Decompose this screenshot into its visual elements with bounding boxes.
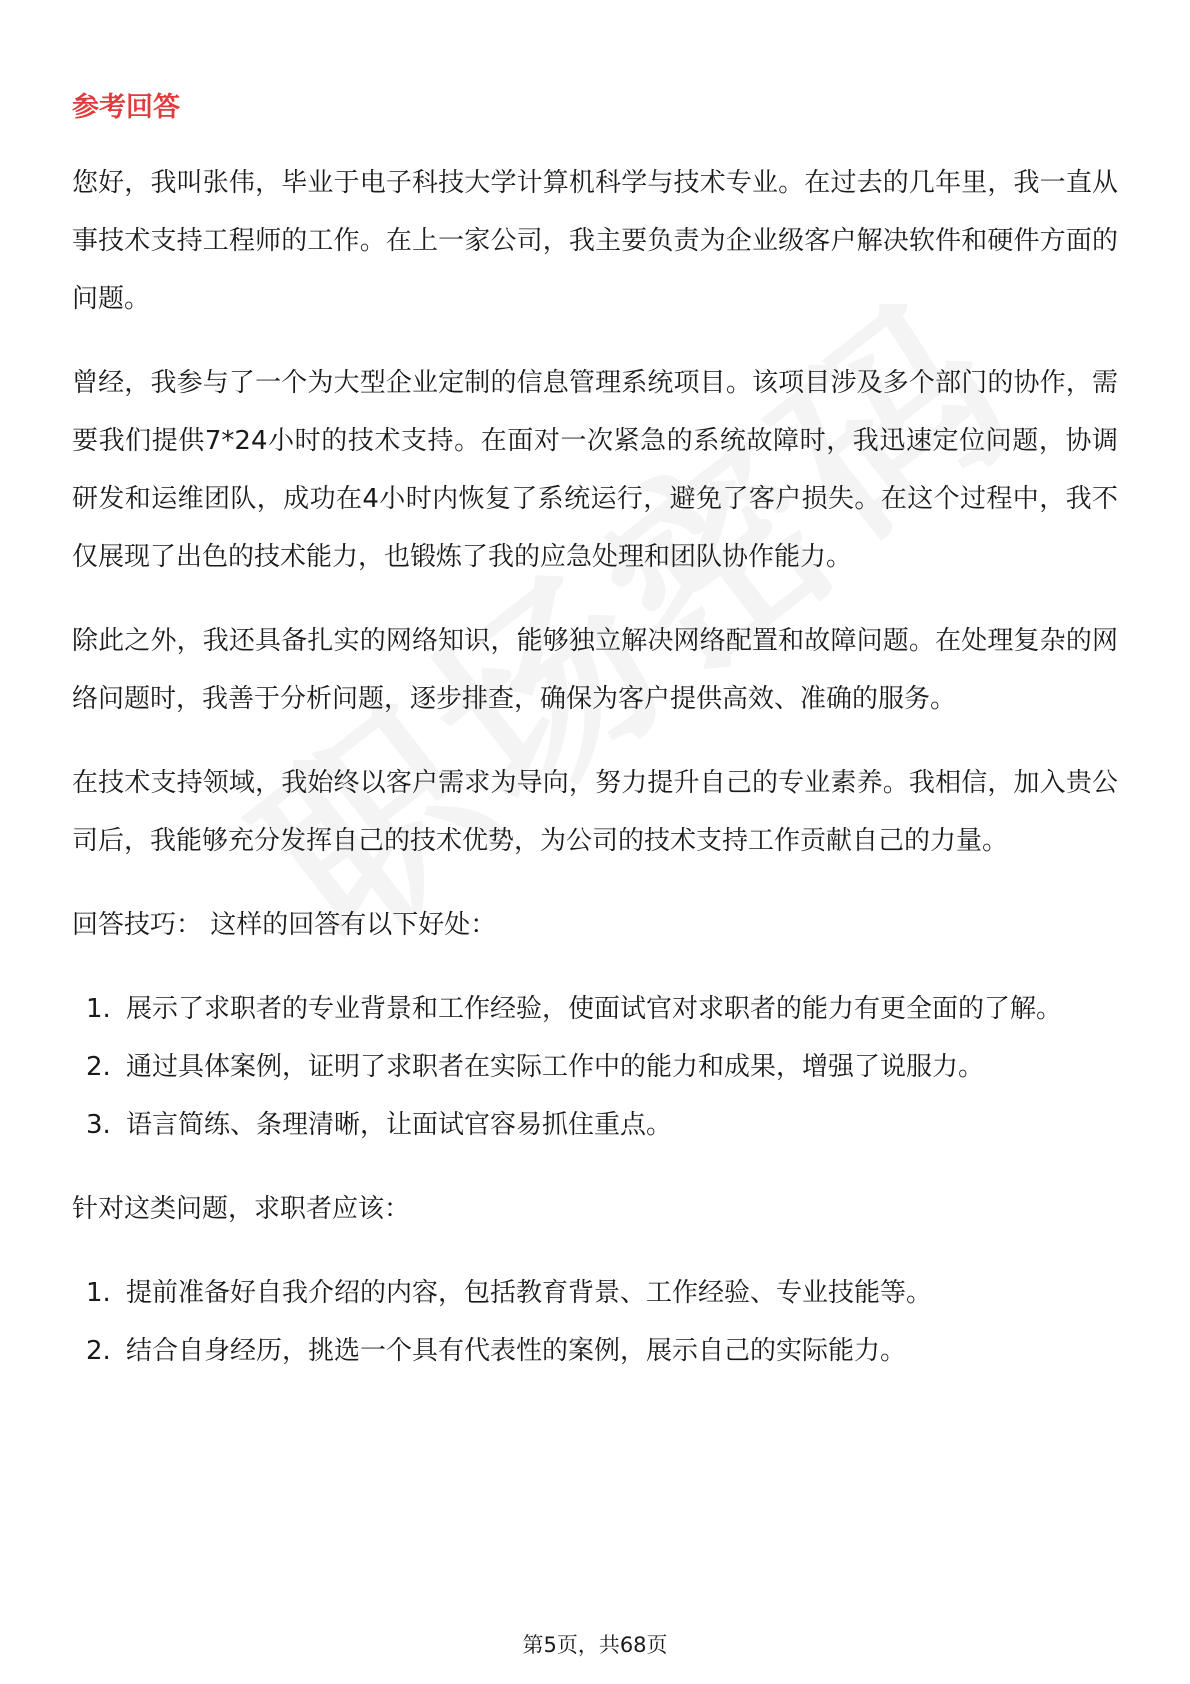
list-number: 2. [86,1336,111,1366]
list-item [72,1322,1118,1380]
list-number: 2. [86,1052,111,1082]
page-number-footer: 第5页，共68页 [522,1633,668,1657]
tips-list [72,980,1118,1154]
list-text: 展示了求职者的专业背景和工作经验，使面试官对求职者的能力有更全面的了解。 [126,994,1063,1024]
list-text: 提前准备好自我介绍的内容，包括教育背景、工作经验、专业技能等。 [126,1278,933,1308]
section-title: 参考回答 [72,92,180,123]
list-number: 1. [86,1278,111,1308]
document-page [72,88,1118,1406]
list-item [72,980,1118,1038]
list-item [72,1038,1118,1096]
list-text: 结合自身经历，挑选一个具有代表性的案例，展示自己的实际能力。 [126,1336,907,1366]
answer-paragraph-1: 您好，我叫张伟，毕业于电子科技大学计算机科学与技术专业。在过去的几年里，我一直从事技术支持工程师的工作。在上一家公司，我主要负责为企业级客户解决软件和硬件方面的问题。 [72,168,1118,314]
list-text: 通过具体案例，证明了求职者在实际工作中的能力和成果，增强了说服力。 [126,1052,985,1082]
list-item [72,1264,1118,1322]
advice-list [72,1264,1118,1380]
answer-paragraph-2: 曾经，我参与了一个为大型企业定制的信息管理系统项目。该项目涉及多个部门的协作，需要我们提供7*24小时的技术支持。在面对一次紧急的系统故障时，我迅速定位问题，协调研发和运维团队，成功在4小时内恢复了系统运行，避免了客户损失。在这个过程中，我不仅展现了出色的技术能力，也锻炼了我的应急处理和团队协作能力。 [72,368,1118,572]
list-item [72,1096,1118,1154]
list-text: 语言简练、条理清晰，让面试官容易抓住重点。 [126,1110,673,1140]
tips-label: 回答技巧： 这样的回答有以下好处： [72,910,497,940]
answer-paragraph-3: 除此之外，我还具备扎实的网络知识，能够独立解决网络配置和故障问题。在处理复杂的网络问题时，我善于分析问题，逐步排查，确保为客户提供高效、准确的服务。 [72,626,1118,714]
answer-paragraph-4: 在技术支持领域，我始终以客户需求为导向，努力提升自己的专业素养。我相信，加入贵公司后，我能够充分发挥自己的技术优势，为公司的技术支持工作贡献自己的力量。 [72,768,1118,856]
list-number: 3. [86,1110,111,1140]
list-number: 1. [86,994,111,1024]
advice-label: 针对这类问题，求职者应该： [72,1194,411,1224]
